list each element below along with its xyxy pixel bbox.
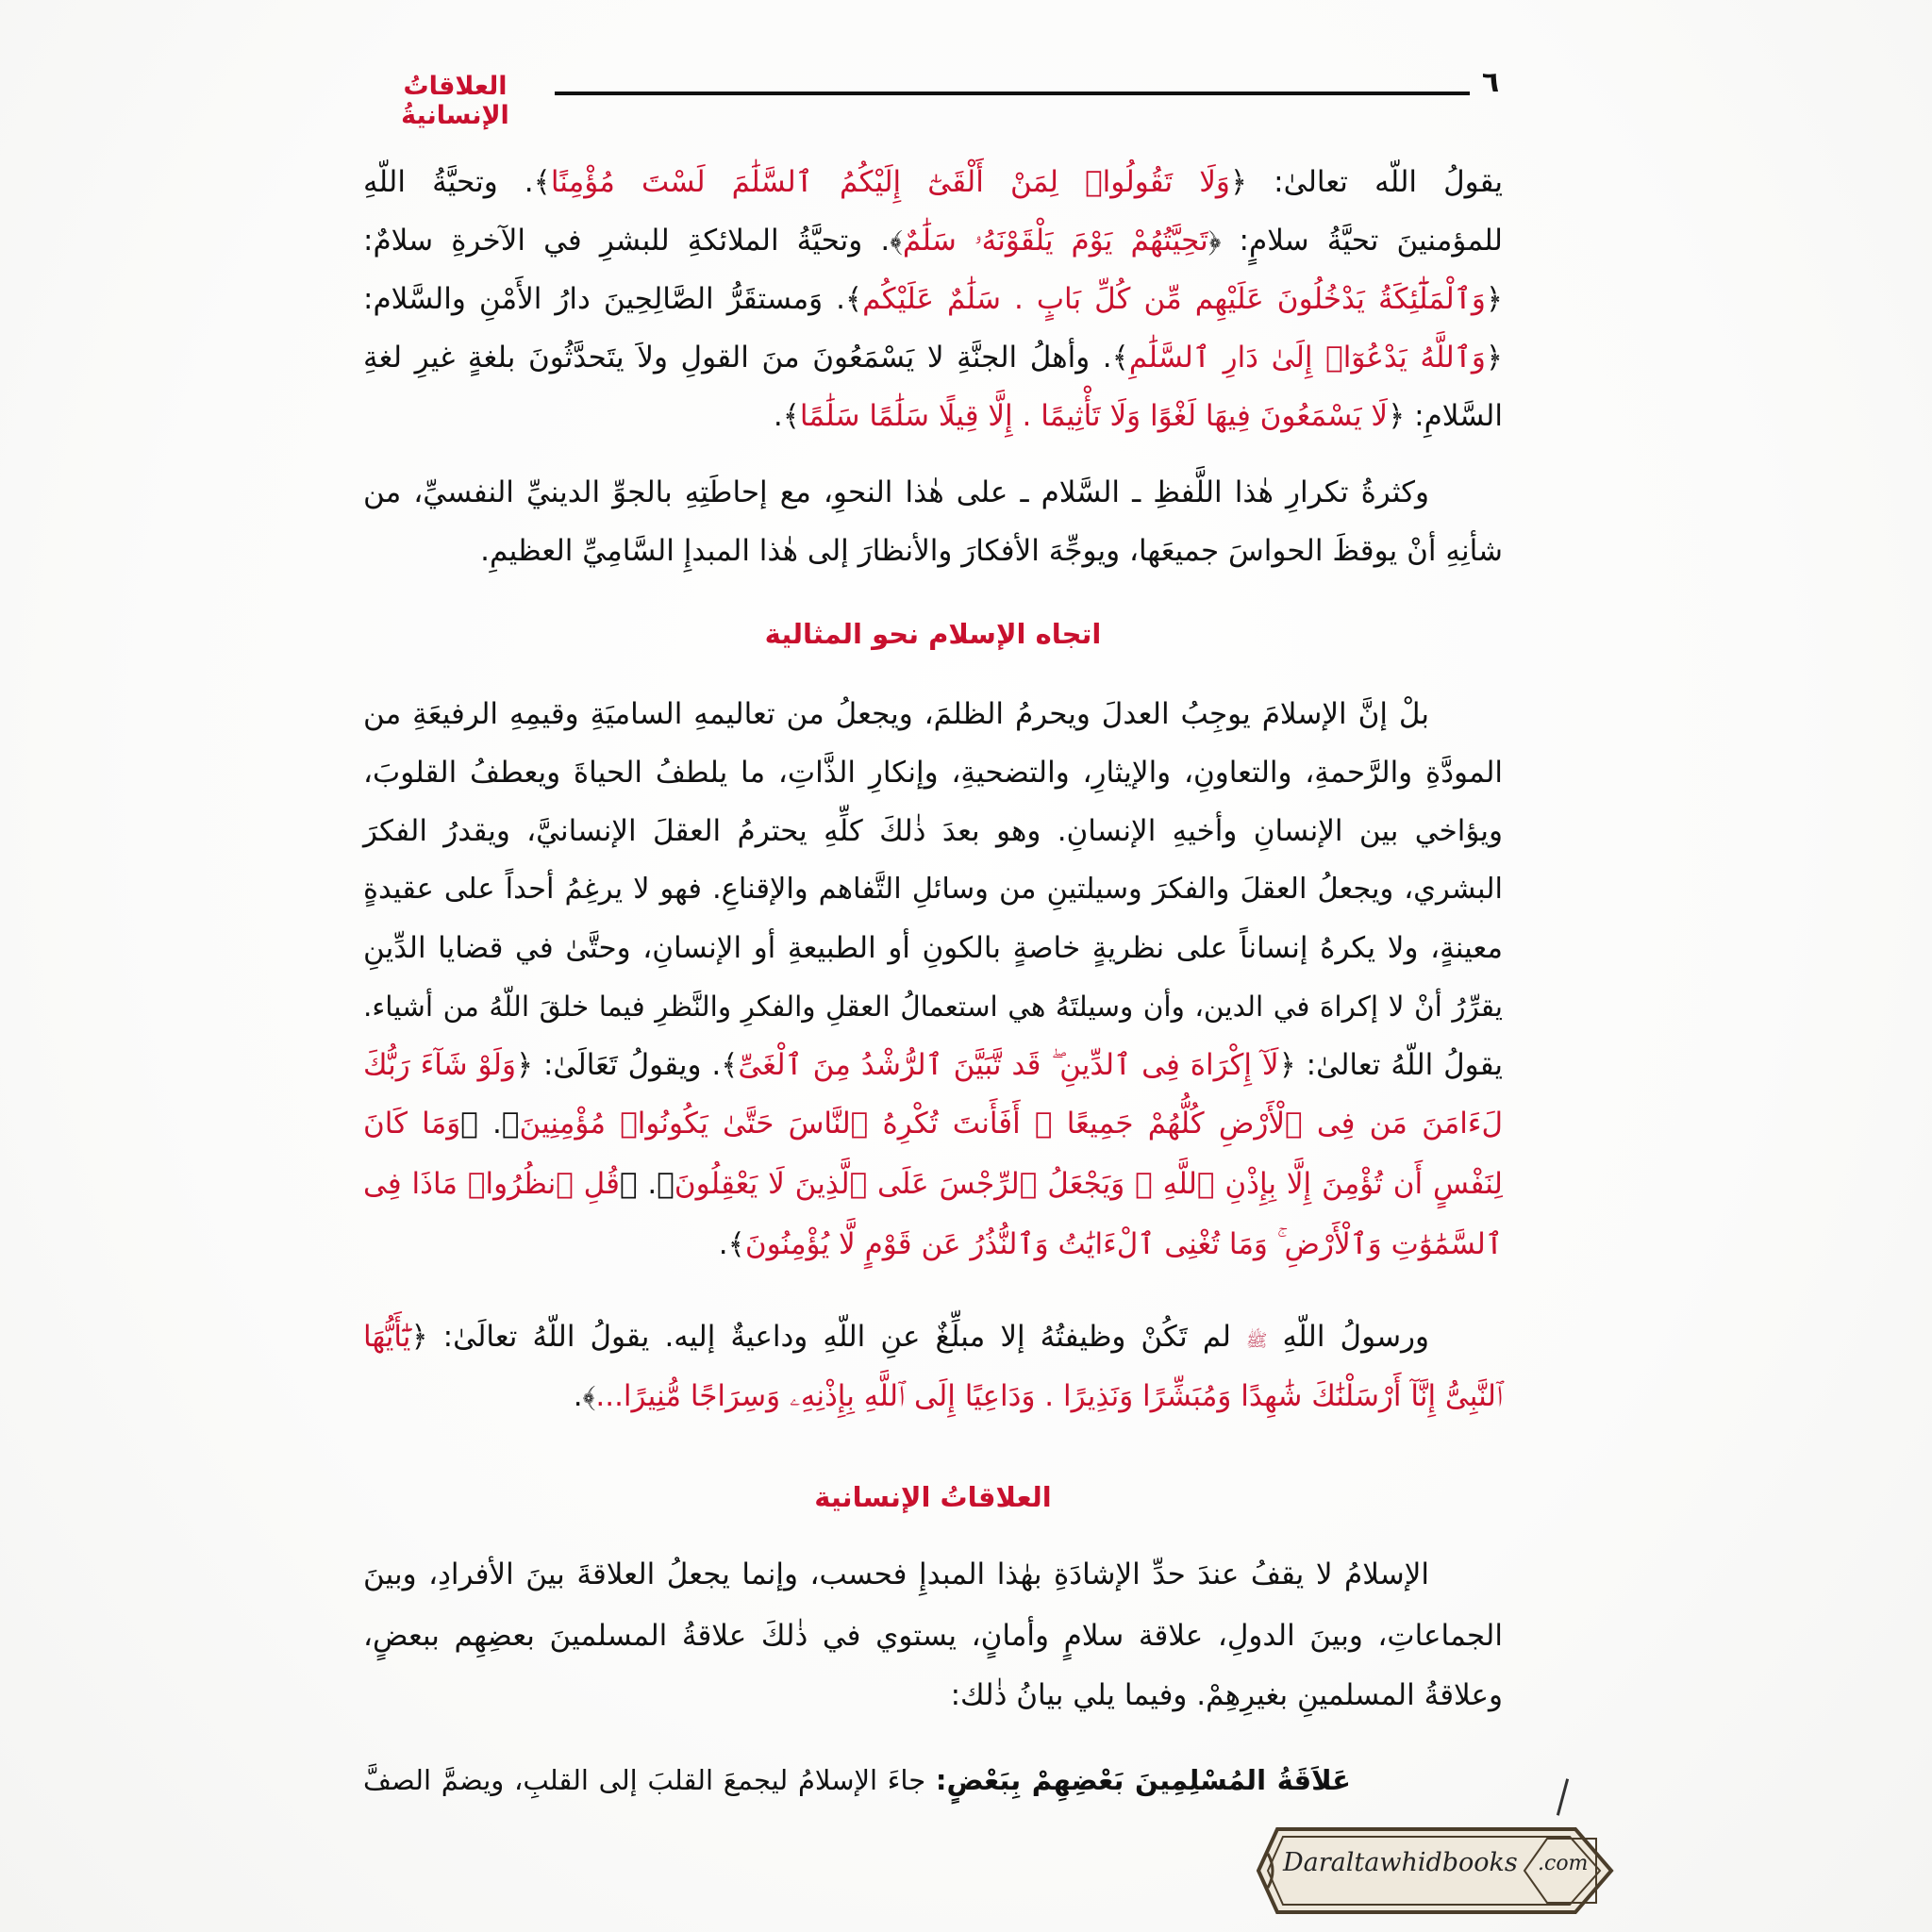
text-line [363,1672,1503,1719]
quran-verse-text: وَلَا تَقُولُوا۟ لِمَنْ أَلْقَىٰٓ إِلَيْكُمُ ٱلسَّلَٰمَ لَسْتَ مُؤْمِنًا [550,165,1230,199]
running-title: العلاقاتُ الإنسانيةُ [401,72,509,130]
body-text-segment: ﴾. ﴿ [619,1167,675,1201]
body-text-segment: ﴾. وتحيَّةُ اللّهِ [363,165,551,199]
body-text-segment: ورسولُ اللّهِ [1267,1320,1429,1354]
body-text-segment: الإسلامُ لا يقفُ عندَ حدِّ الإشادَةِ بهٰذا المبدإِ فحسب، وإنما يجعلُ العلاقةَ بينَ الأفرادِ، وبينَ [363,1557,1429,1591]
body-text-segment: ﴾. وَمستقَرُّ الصَّالِحِينَ دارُ الأَمْنِ والسَّلام: [363,282,863,316]
text-line [363,924,1503,972]
text-line [363,808,1503,855]
body-text-segment: السَّلامِ: ﴿ [1388,399,1503,433]
body-text-segment: ﴾. ﴿ [460,1107,520,1141]
body-text-segment: الجماعاتِ، وبينَ الدولِ، علاقة سلامٍ وأمانٍ، يستوي في ذٰلكَ علاقةُ المسلمينَ بعضِهِم ببعضٍ، [363,1619,1503,1653]
quran-verse-text: ٱلسَّمَٰوَٰتِ وَٱلْأَرْضِ ۚ وَمَا تُغْنِى ٱلْءَايَٰتُ وَٱلنُّذُرُ عَن قَوْمٍ لَّا يُؤْمِنُونَ [744,1227,1503,1261]
body-text-segment: لم تَكُنْ وظيفتُهُ إلا مبلِّغٌ عنِ اللّهِ وداعيةٌ إليه. يقولُ اللّهُ تعالَىٰ: ﴿ [410,1320,1246,1354]
text-line [363,1221,1503,1268]
quran-verse-text: يَٰٓأَيُّهَا [363,1320,411,1354]
body-text-segment: معينةٍ، ولا يكرهُ إنساناً على نظريةٍ خاصةٍ بالكونِ أو الطبيعةِ أو الإنسانِ، وحتَّىٰ في قضايا الدِّينِ [363,931,1503,965]
text-line [363,158,1503,206]
text-line [363,866,1503,913]
quran-verse-text: قُلِ ٱنظُرُوا۟ مَاذَا فِى [363,1167,620,1201]
body-text-segment: يقرِّرُ أنْ لا إكراهَ في الدين، وأن وسيلتَهُ هي استعمالُ العقلِ والفكرِ والنَّظرِ فيما خلقَ اللّهُ من أشياء. [363,991,1503,1023]
text-line [363,1041,1503,1089]
body-text-segment: ﴿ [1485,341,1503,375]
section-heading-human-relations: العلاقاتُ الإنسانية [814,1481,1052,1513]
quran-verse-text: ٱلنَّبِىُّ إِنَّآ أَرْسَلْنَٰكَ شَٰهِدًا وَمُبَشِّرًا وَنَذِيرًا . وَدَاعِيًا إِلَى ٱللَّهِ بِإِذْنِهِۦ وَسِرَاجًا مُّنِيرًا... [595,1379,1503,1413]
text-line [363,469,1503,516]
body-text-segment: المودَّةِ والرَّحمةِ، والتعاونِ، والإيثارِ، والتضحيةِ، وإنكارِ الذَّاتِ، ما يلطفُ الحياةَ ويعطفُ القلوبَ، [363,756,1503,790]
text-line [363,392,1503,440]
text-line [363,334,1503,381]
quran-verse-text: وَمَا كَانَ [363,1107,461,1141]
subheading-text: عَلاَقَةُ المُسْلِمِينَ بَعْضِهِمْ بِبَعْضٍ: [935,1764,1351,1796]
body-text-segment: جاءَ الإسلامُ ليجمعَ القلبَ إلى القلبِ، ويضمَّ الصفَّ [363,1764,936,1796]
body-text-segment: ويؤاخي بين الإنسانِ وأخيهِ الإنسانِ. وهو بعدَ ذٰلكَ كلِّهِ يحترمُ العقلَ الإنسانيَّ، ويقدرُ الفكرَ [363,814,1503,848]
quran-verse-text: لِنَفْسٍ أَن تُؤْمِنَ إِلَّا بِإِذْنِ ٱللَّهِ ۚ وَيَجْعَلُ ٱلرِّجْسَ عَلَى ٱلَّذِينَ لَا يَعْقِلُونَ [674,1167,1503,1201]
text-line [363,1757,1424,1804]
body-text-segment: ﴾. وأهلُ الجنَّةِ لا يَسْمَعُونَ منَ القولِ ولاَ يتَحدَّثُونَ بلغةٍ غيرِ لغةِ [363,341,1129,375]
text-line [363,749,1503,796]
text-line [363,1313,1503,1365]
body-text-segment: وعلاقةُ المسلمينِ بغيرِهِمْ. وفيما يلي بيانُ ذٰلك: [950,1678,1503,1712]
text-line [363,983,1503,1030]
quran-verse-text: لَا يَسْمَعُونَ فِيهَا لَغْوًا وَلَا تَأْثِيمًا . إِلَّا قِيلًا سَلَٰمًا سَلَٰمًا [799,399,1389,433]
body-text-segment: ﴾. [718,1227,745,1261]
page-number: ٦ [1481,66,1500,99]
text-line [363,275,1503,323]
body-text-segment: بلْ إنَّ الإسلامَ يوجِبُ العدلَ ويحرمُ الظلمَ، ويجعلُ من تعاليمهِ الساميَةِ وقيمِهِ الرفيعَةِ من [363,697,1429,731]
section-heading-idealism: اتجاه الإسلام نحو المثالية [764,618,1102,650]
text-line [363,1373,1503,1420]
quran-verse-text: تَحِيَّتُهُمْ يَوْمَ يَلْقَوْنَهُۥ سَلَٰمٌ [902,224,1208,258]
text-line [363,217,1503,264]
logo-tld: .com [1538,1852,1589,1875]
body-text-segment: ﴾. [573,1379,596,1413]
body-text-segment: ﴾. ويقولُ تَعَالَىٰ: ﴿ [515,1048,739,1082]
text-line [363,1612,1503,1659]
quran-verse-text: وَٱلْمَلَٰٓئِكَةُ يَدْخُلُونَ عَلَيْهِم مِّن كُلِّ بَابٍ . سَلَٰمٌ عَلَيْكُم [862,282,1486,316]
body-text-segment: يقولُ اللّه تعالىٰ: ﴿ [1229,165,1503,199]
quran-verse-text: لَآ إِكْرَاهَ فِى ٱلدِّينِ ۖ قَد تَّبَيَّنَ ٱلرُّشْدُ مِنَ ٱلْغَىِّ [738,1048,1279,1082]
text-line [363,527,1503,575]
quran-verse-text: وَلَوْ شَآءَ رَبُّكَ [363,1048,516,1082]
publisher-logo [1245,1825,1615,1916]
text-line [363,1551,1503,1598]
quran-verse-text: لَءَامَنَ مَن فِى ٱلْأَرْضِ كُلُّهُمْ جَمِيعًا ۚ أَفَأَنتَ تُكْرِهُ ٱلنَّاسَ حَتَّىٰ يَكُونُوا۟ مُؤْمِنِينَ [519,1107,1503,1141]
logo-name: Daraltawhidbooks [1283,1848,1518,1877]
text-line [363,1100,1503,1147]
body-text-segment: شأنِهِ أنْ يوقظَ الحواسَ جميعَها، ويوجِّهَ الأفكارَ والأنظارَ إلى هٰذا المبدإِ السَّامِيِّ العظيمِ. [480,534,1503,568]
salutation-glyph: ﷺ [1245,1331,1268,1351]
text-line [363,1160,1503,1208]
body-text-segment: البشري، ويجعلُ العقلَ والفكرَ وسيلتينِ من وسائلِ التَّفاهم والإقناعِ. فهو لا يرغِمُ أحداً على عقيدةٍ [363,873,1503,906]
body-text-segment: ﴾. [773,399,800,433]
header-rule [555,92,1470,95]
body-text-segment: ﴿ [1485,282,1503,316]
quran-verse-text: وَٱللَّهُ يَدْعُوٓا۟ إِلَىٰ دَارِ ٱلسَّلَٰمِ [1128,341,1486,375]
text-line [363,691,1503,738]
body-text-segment: للمؤمنينَ تحيَّةُ سلامٍ: ﴿ [1208,224,1504,258]
body-text-segment: ﴾. وتحيَّةُ الملائكةِ للبشرِ في الآخرةِ سلامٌ: [363,224,903,258]
body-text-segment: يقولُ اللّهُ تعالىٰ: ﴿ [1278,1048,1503,1082]
body-text-segment: وكثرةُ تكرارِ هٰذا اللَّفظِ ـ السَّلام ـ على هٰذا النحوِ، مع إحاطَتِهِ بالجوِّ الدينيِّ النفسيِّ، من [363,475,1429,509]
pen-mark [1557,1778,1569,1815]
